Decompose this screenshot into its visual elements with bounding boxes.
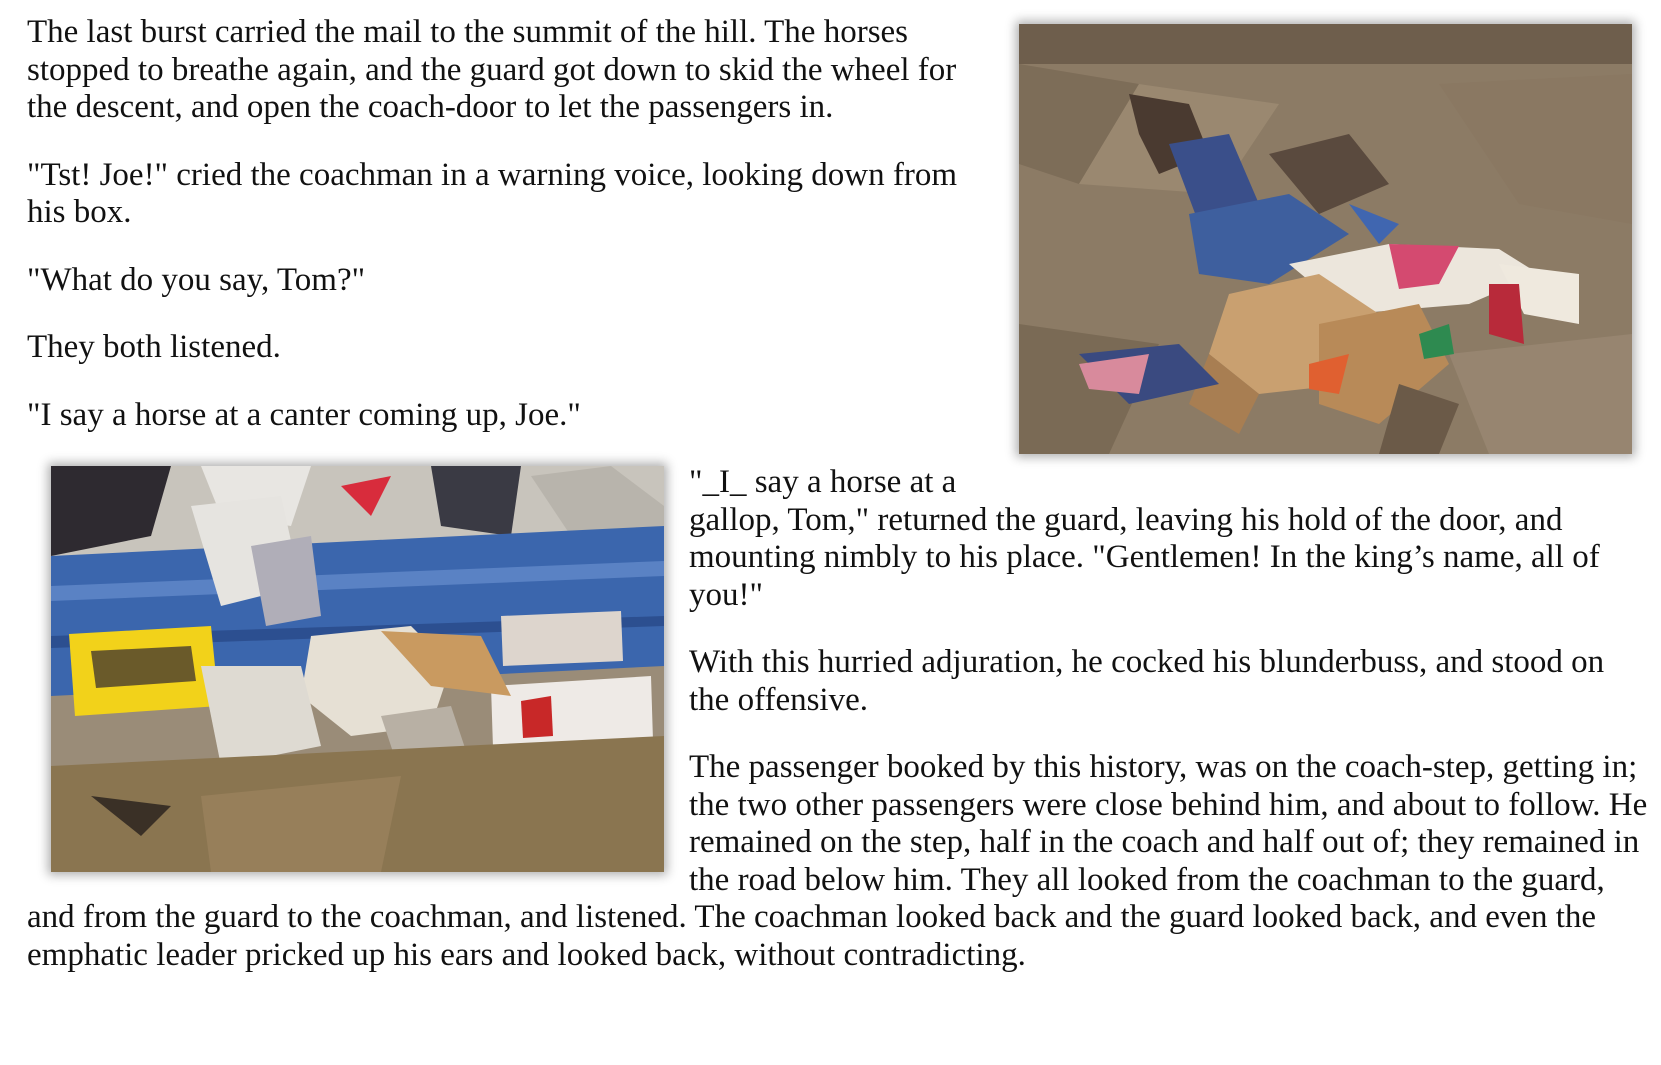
paragraph: "What do you say, Tom?" [27, 261, 366, 298]
paragraph: The last burst carried the mail to the summit of the hill. The horses stopped to breathe again, and the guard got down to skid the wheel for the descent, and open the coach-door to let the passengers in. [27, 14, 957, 125]
paragraph: The passenger booked by this history, was on the coach-step, getting in; the two other passengers were close behind him, and about to follow. He remained on the step, half in the coach and half out of; they remained in the road below him. They all looked from the coachman to the guard, and from the guard to the coachman, and listened. The coachman looked back and the guard looked back, and even the emphatic leader pricked up his ears and looked back, without contradicting. [27, 749, 1648, 973]
rodeo-fall-image [1019, 24, 1632, 454]
paragraph: With this hurried adjuration, he cocked his blunderbuss, and stood on the offensive. [689, 644, 1605, 718]
rodeo-chute-image [51, 466, 664, 872]
paragraph: They both listened. [27, 329, 281, 365]
article [27, 14, 1649, 1004]
paragraph: "_I_ say a horse at a gallop, Tom," returned the guard, leaving his hold of the door, and mounting nimbly to his place. "Gentlemen! In the king’s name, all of you!" [689, 464, 1600, 613]
paragraph: "I say a horse at a canter coming up, Joe." [27, 396, 581, 433]
paragraph: "Tst! Joe!" cried the coachman in a warning voice, looking down from his box. [27, 156, 958, 230]
